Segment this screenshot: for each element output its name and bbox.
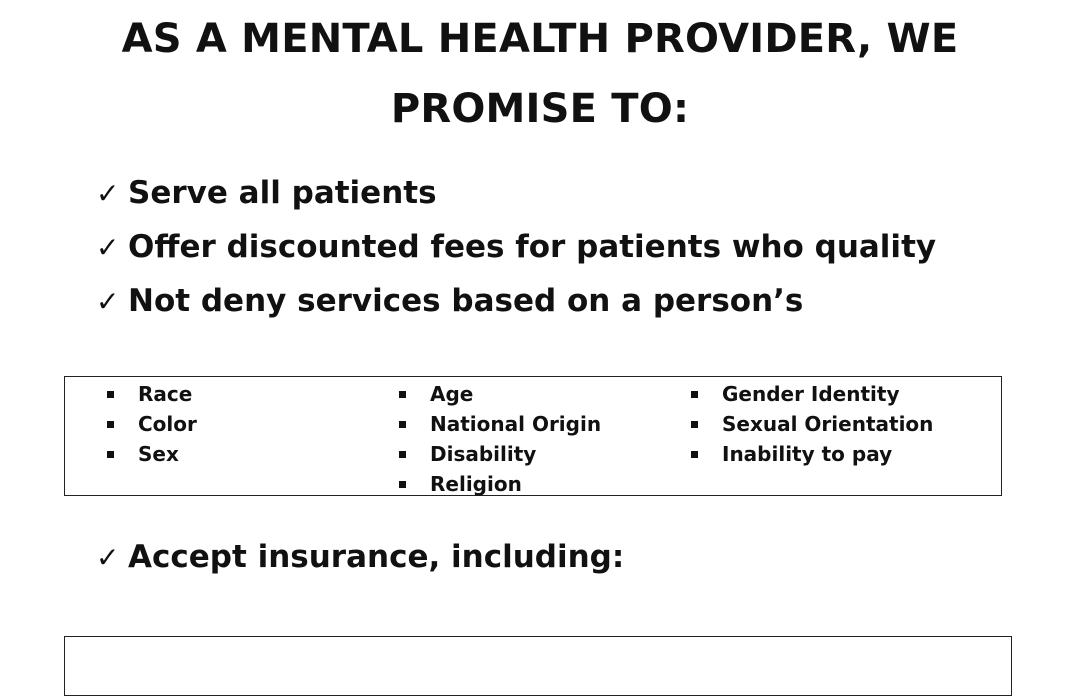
promise-text: Not deny services based on a person’s [128,283,804,319]
category-label: Religion [430,472,522,496]
promise-text: Offer discounted fees for patients who quality [128,229,937,265]
category-label: Sexual Orientation [722,412,934,436]
category-item [107,439,197,469]
category-item [107,409,197,439]
category-label: National Origin [430,412,602,436]
category-label: Sex [138,442,179,466]
square-bullet-icon [691,421,698,428]
insurance-list-box [64,636,1012,696]
square-bullet-icon [399,391,406,398]
check-mark-icon: ✓ [96,230,120,264]
category-label: Inability to pay [722,442,893,466]
categories-column-1 [107,379,197,469]
categories-column-3 [691,379,933,469]
category-item [691,409,933,439]
category-item [107,379,197,409]
category-label: Color [138,412,197,436]
category-item [691,379,933,409]
insurance-heading [96,530,624,584]
category-item [399,439,601,469]
check-mark-icon: ✓ [96,540,120,574]
square-bullet-icon [691,391,698,398]
promise-text: Serve all patients [128,175,437,211]
protected-categories-table [64,376,1002,496]
promise-item [96,220,936,274]
page-title-line-1: AS A MENTAL HEALTH PROVIDER, WE [121,16,959,62]
insurance-label: Accept insurance, including: [128,539,625,575]
category-label: Race [138,382,193,406]
check-mark-icon: ✓ [96,284,120,318]
promise-list [96,166,936,328]
square-bullet-icon [691,451,698,458]
square-bullet-icon [107,391,114,398]
square-bullet-icon [107,451,114,458]
square-bullet-icon [399,421,406,428]
check-mark-icon: ✓ [96,176,120,210]
square-bullet-icon [107,421,114,428]
category-item [691,439,933,469]
category-item [399,379,601,409]
promise-item [96,274,936,328]
square-bullet-icon [399,481,406,488]
square-bullet-icon [399,451,406,458]
promise-item [96,166,936,220]
category-item [399,469,601,499]
page-title-line-2: PROMISE TO: [390,86,690,132]
category-label: Gender Identity [722,382,900,406]
category-label: Disability [430,442,537,466]
category-label: Age [430,382,474,406]
categories-column-2 [399,379,601,499]
category-item [399,409,601,439]
